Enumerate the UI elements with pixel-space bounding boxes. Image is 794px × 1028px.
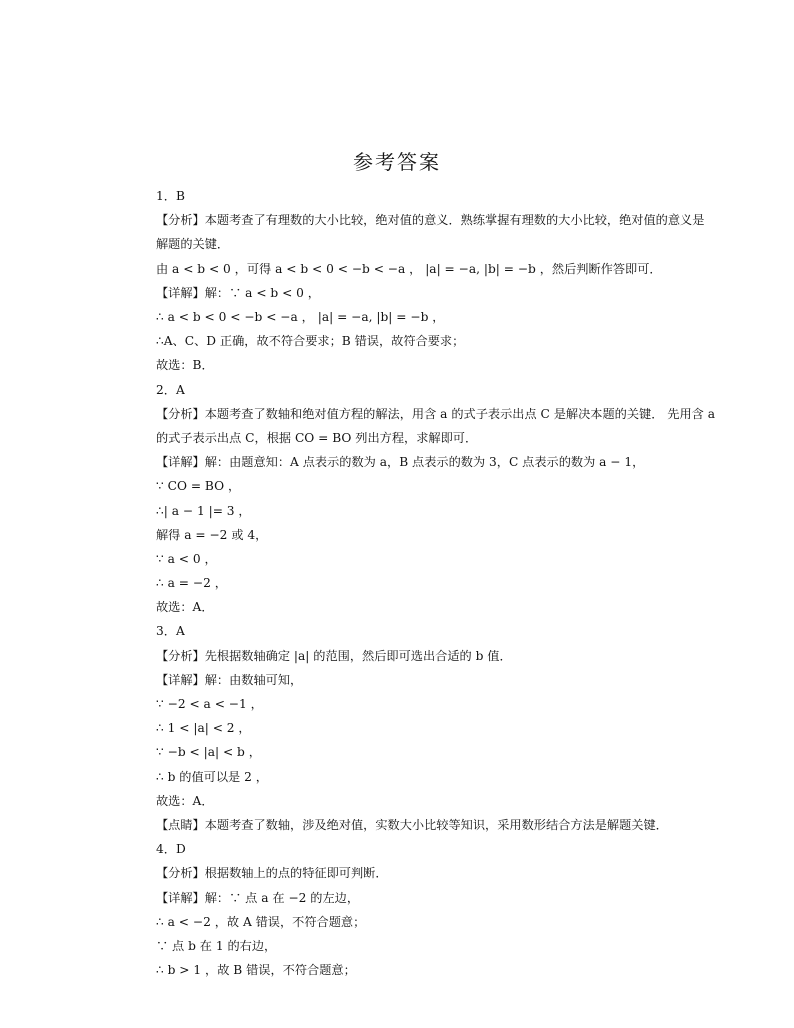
answer-line: ∵ −b < |a| < b ， <box>156 745 261 760</box>
page-title: 参考答案 <box>353 150 441 174</box>
answer-line: 【详解】解：由题意知：A 点表示的数为 a，B 点表示的数为 3，C 点表示的数为 a − 1， <box>156 455 645 470</box>
answer-line: ∴ a = −2 ， <box>156 576 227 591</box>
answer-line: 3．A <box>156 624 185 639</box>
answer-line: 【分析】本题考查了有理数的大小比较，绝对值的意义．熟练掌握有理数的大小比较，绝对值的意义是解题的关键． <box>156 213 705 252</box>
answer-line: 【详解】解：∵ 点 a 在 −2 的左边， <box>156 890 360 905</box>
answer-line: 2．A <box>156 382 185 397</box>
answer-line: 故选：A． <box>156 600 214 615</box>
answer-line: ∴ a < −2 ，故 A 错误，不符合题意； <box>156 914 366 929</box>
answer-line: 【分析】先根据数轴确定 |a| 的范围，然后即可选出合适的 b 值． <box>156 648 512 663</box>
answer-line: ∵ CO = BO ， <box>156 479 241 494</box>
answer-line: 1．B <box>156 189 185 203</box>
answer-line: ∴ b > 1 ，故 B 错误，不符合题意； <box>156 963 356 978</box>
answer-line: 4．D <box>156 842 186 857</box>
answer-line: 【点睛】本题考查了数轴，涉及绝对值，实数大小比较等知识，采用数形结合方法是解题关键． <box>156 817 668 832</box>
answer-line: ∴ b 的值可以是 2 ， <box>156 769 268 784</box>
answer-line: ∵ −2 < a < −1 ， <box>156 697 263 711</box>
answer-line: ∴ a < b < 0 < −b < −a ， |a| = −a, |b| = −b ， <box>156 309 445 324</box>
answer-line: 故选：A． <box>156 793 214 808</box>
answer-line: 由 a < b < 0 ，可得 a < b < 0 < −b < −a ， |a| = −a, |b| = −b ，然后判断作答即可． <box>156 261 662 276</box>
answer-line: ∵ 点 b 在 1 的右边， <box>156 938 277 953</box>
answer-line: 故选：B． <box>156 358 214 373</box>
answer-line: 【详解】解：由数轴可知， <box>156 672 303 687</box>
answer-line: ∴A、C、D 正确，故不符合要求；B 错误，故符合要求； <box>156 334 465 349</box>
answer-content <box>156 184 716 982</box>
answer-line: 【分析】根据数轴上的点的特征即可判断． <box>156 866 388 881</box>
answer-line: ∵ a < 0 ， <box>156 551 217 566</box>
answer-line: 【分析】本题考查了数轴和绝对值方程的解法，用含 a 的式子表示出点 C 是解决本题的关键． 先用含 a 的式子表示出点 C，根据 CO = BO 列出方程，求解即可． <box>156 406 715 445</box>
answer-line: ∴ 1 < |a| < 2 ， <box>156 721 251 736</box>
answer-line: ∴| a − 1 |= 3 ， <box>156 503 251 518</box>
answer-line: 【详解】解：∵ a < b < 0 ， <box>156 285 320 300</box>
answer-line: 解得 a = −2 或 4， <box>156 527 268 542</box>
